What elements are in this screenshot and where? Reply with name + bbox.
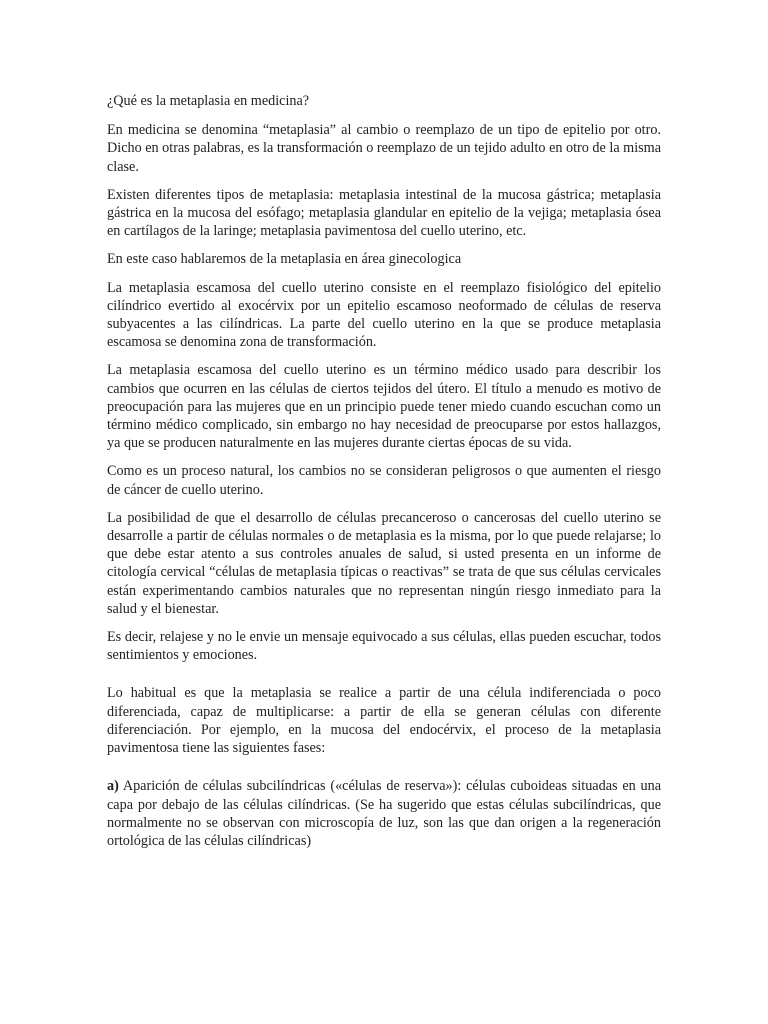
list-marker-a: a) xyxy=(107,778,119,795)
document-body xyxy=(107,92,661,860)
list-item-a xyxy=(107,777,661,850)
paragraph-natural-process: Como es un proceso natural, los cambios no se consideran peligrosos o que aumenten el riesgo de cáncer de cuello uterino. xyxy=(107,463,661,498)
paragraph-medical-term: La metaplasia escamosa del cuello uterino es un término médico usado para describir los cambios que ocurren en las células de ciertos tejidos del útero. El título a menudo es motivo de preocupación para las mujeres que en un principio puede tener miedo cuando escuchan como un término médico complicado, sin embargo no hay necesidad de preocuparse por estos hallazgos, ya que se producen naturalmente en las mujeres durante ciertas épocas de su vida. xyxy=(107,362,661,452)
paragraph-precancer-possibility: La posibilidad de que el desarrollo de células precanceroso o cancerosas del cuello uterino se desarrolle a partir de células normales o de metaplasia es la misma, por lo que puede relajarse; lo que debe estar atento a sus controles anuales de salud, si usted presenta en un informe de citología cervical “células de metaplasia típicas o reactivas” se trata de que sus células cervicales están experimentando cambios naturales que no representan ningún riesgo inmediato para la salud y el bienestar. xyxy=(107,509,661,617)
document-title: ¿Qué es la metaplasia en medicina? xyxy=(107,93,310,109)
paragraph-squamous-metaplasia: La metaplasia escamosa del cuello uterino consiste en el reemplazo fisiológico del epitelio cilíndrico evertido al exocérvix por un epitelio escamoso neoformado de células de reserva subyacentes a las cilíndricas. La parte del cuello uterino en la que se produce metaplasia escamosa se denomina zona de transformación. xyxy=(107,279,661,351)
paragraph-relax: Es decir, relajese y no le envie un mensaje equivocado a sus células, ellas pueden escuchar, todos sentimientos y emociones. xyxy=(107,629,661,664)
list-text-a: Aparición de células subcilíndricas («células de reserva»): células cuboideas situadas en una capa por debajo de las células cilíndricas. (Se ha sugerido que estas células subcilíndricas, que normalmente no se observan con microscopía de luz, son las que dan origen a la regeneración ortológica de las células cilíndricas) xyxy=(107,778,661,849)
paragraph-phases-intro: Lo habitual es que la metaplasia se realice a partir de una célula indiferenciada o poco diferenciada, capaz de multiplicarse: a partir de ella se generan células con diferente diferenciación. Por ejemplo, en la mucosa del endocérvix, el proceso de la metaplasia pavimentosa tiene las siguientes fases: xyxy=(107,685,661,757)
paragraph-types: Existen diferentes tipos de metaplasia: metaplasia intestinal de la mucosa gástrica; metaplasia gástrica en la mucosa del esófago; metaplasia glandular en epitelio de la vejiga; metaplasia ósea en cartílagos de la laringe; metaplasia pavimentosa del cuello uterino, etc. xyxy=(107,186,661,240)
paragraph-definition: En medicina se denomina “metaplasia” al cambio o reemplazo de un tipo de epitelio por otro. Dicho en otras palabras, es la transformación o reemplazo de un tejido adulto en otro de la misma clase. xyxy=(107,122,661,175)
paragraph-gynecology-intro: En este caso hablaremos de la metaplasia en área ginecologica xyxy=(107,251,462,268)
